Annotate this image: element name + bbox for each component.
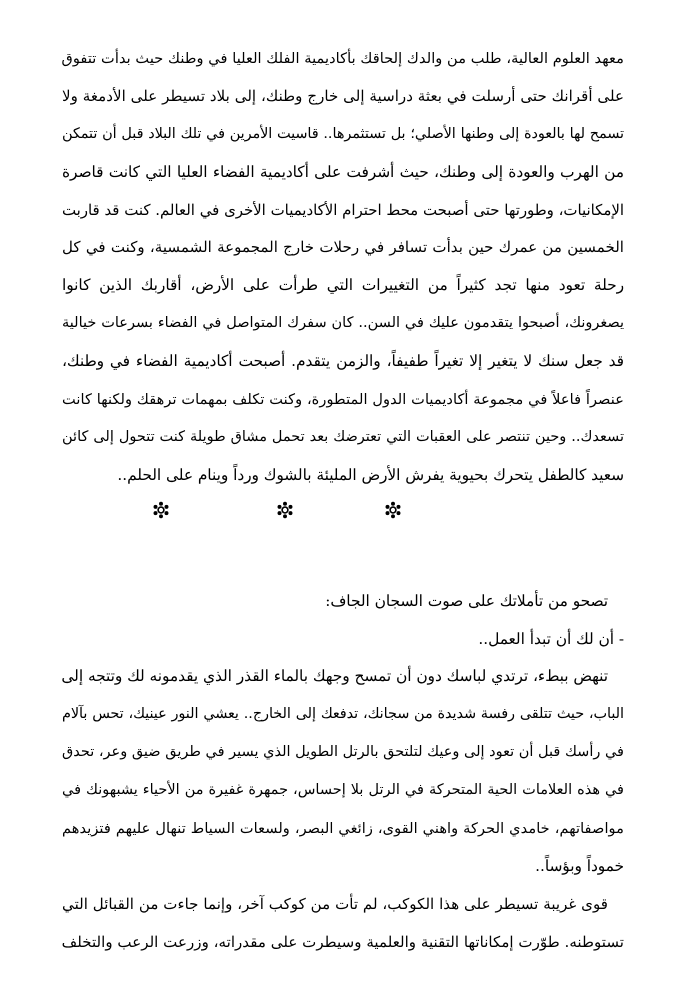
flower-ornament-icon: [276, 501, 294, 519]
text-line: تسعدك.. وحين تنتصر على العقبات التي تعترضك بعد تحمل مشاق طويلة كنت تتحول إلى كائن: [62, 428, 624, 445]
paragraph-3: [62, 658, 624, 885]
flower-ornament-icon: [384, 501, 402, 519]
text-line: الباب، حيث تتلقى رفسة شديدة من سجانك، تدفعك إلى الخارج.. يعشي النور عينيك، تحس بآلام: [62, 706, 624, 723]
text-line: تصحو من تأملاتك على صوت السجان الجاف:: [325, 591, 608, 610]
text-line: تنهض ببطء، ترتدي لباسك دون أن تمسح وجهك بالماء القذر الذي يقدمونه لك وتتجه إلى: [61, 667, 608, 686]
flower-ornament-icon: [152, 501, 170, 519]
text-line: عنصراً فاعلاً في مجموعة أكاديميات الدول المتطورة، وكنت تكلف بمهمات ترهقك ولكنها كانت: [62, 391, 624, 409]
text-line: خموداً وبؤساً..: [535, 856, 624, 875]
text-line: رحلة تعود منها تجد كثيراً من التغييرات التي طرأت على الأرض، أقاربك الذين كانوا: [62, 276, 624, 295]
document-page: [62, 40, 624, 962]
paragraph-2: [62, 583, 624, 659]
text-line: تسمح لها بالعودة إلى وطنها الأصلي؛ بل تستثمرها.. قاسيت الأمرين في تلك البلاد قبل أن تتمكن: [62, 125, 624, 142]
text-line: سعيد كالطفل يتحرك بحيوية يفرش الأرض المليئة بالشوك ورداً وينام على الحلم..: [117, 465, 624, 484]
text-line: مواصفاتهم، خامدي الحركة واهني القوى، زائغي البصر، ولسعات السياط تنهال عليهم فتزيدهم: [62, 820, 624, 838]
text-line: في رأسك قبل أن تعود إلى وعيك لتلتحق بالرتل الطويل الذي يسير في طريق ضيق وعر، تحدق: [62, 744, 624, 761]
paragraph-1: [62, 40, 624, 495]
text-line: الخمسين من عمرك حين بدأت تسافر في رحلات خارج المجموعة الشمسية، وكنت في كل: [62, 238, 624, 257]
dialogue-line: - أن لك أن تبدأ العمل..: [478, 629, 624, 648]
paragraph-4: [62, 886, 624, 962]
text-line: معهد العلوم العالية، طلب من والدك إلحاقك بأكاديمية الفلك العليا في وطنك حيث بدأت تتفوق: [61, 50, 624, 67]
text-line: تستوطنه. طوّرت إمكاناتها التقنية والعلمية وسيطرت على مقدراته، وزرعت الرعب والتخلف: [61, 932, 624, 951]
text-line: الإمكانيات، وطورتها حتى أصبحت محط احترام الأكاديميات الأخرى في العالم. كنت قد قاربت: [62, 200, 624, 219]
text-line: في هذه العلامات الحية المتحركة في الرتل بلا إحساس، جمهرة غفيرة من الأحياء يشبهونك في: [62, 782, 624, 799]
text-line: قوى غريبة تسيطر على هذا الكوكب، لم تأت من كوكب آخر، وإنما جاءت من القبائل التي: [62, 894, 608, 913]
text-line: من الهرب والعودة إلى وطنك، حيث أشرفت على أكاديمية الفضاء العليا التي كانت قاصرة: [62, 162, 624, 181]
text-line: يصغرونك، أصبحوا يتقدمون عليك في السن.. كان سفرك المتواصل في الفضاء بسرعات خيالية: [62, 315, 624, 332]
spacer: [62, 545, 624, 583]
section-divider: [62, 495, 624, 545]
text-line: على أقرانك حتى أرسلت في بعثة دراسية إلى خارج وطنك، إلى بلاد تسيطر على الأدمغة ولا: [62, 86, 624, 105]
text-line: قد جعل سنك لا يتغير إلا تغيراً طفيفاً، والزمن يتقدم. أصبحت أكاديمية الفضاء في وطنك،: [62, 352, 624, 371]
